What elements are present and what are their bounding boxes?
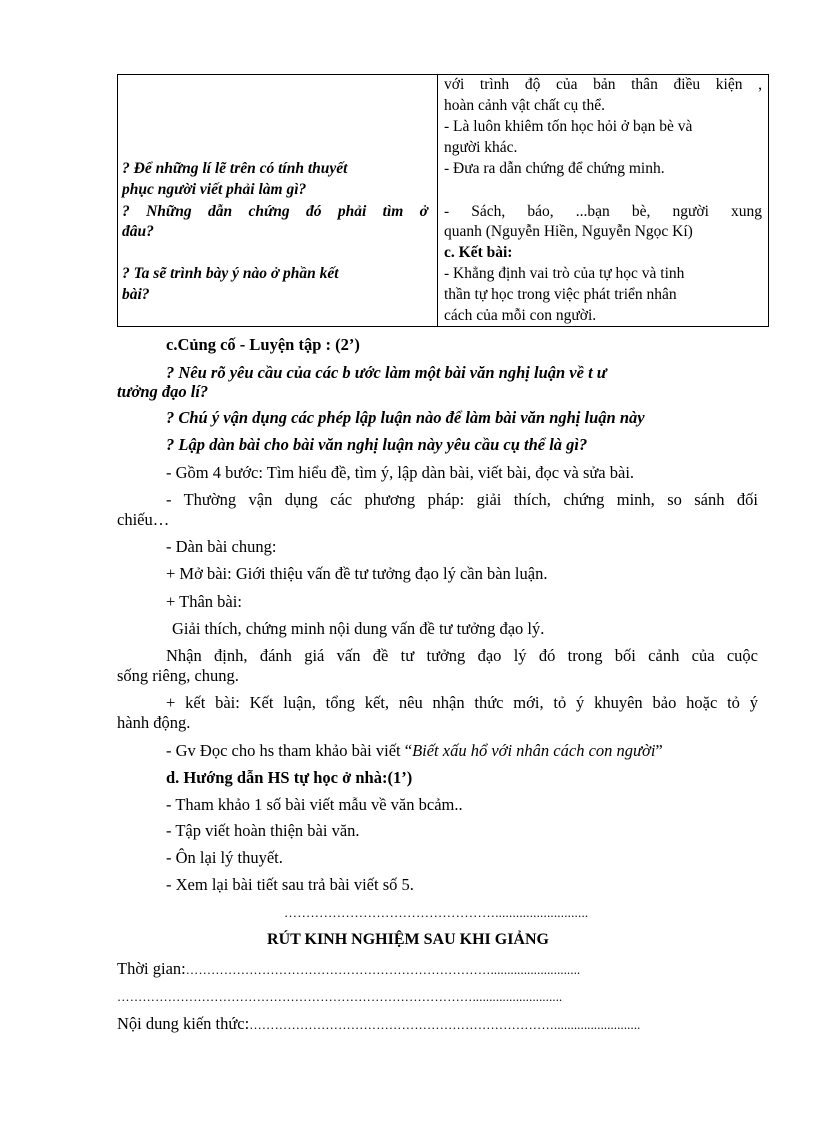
section-d-title: d. Hướng dẫn HS tự học ở nhà:(1’) xyxy=(166,768,413,787)
question-3-line-1: ? Những dẫn chứng đó phải tìm ở xyxy=(122,203,428,220)
paragraph-assess-line-1: Nhận định, đánh giá vấn đề tư tưởng đạo lý đó trong bối cảnh của cuộc xyxy=(166,646,758,665)
answer-3-line-2: quanh (Nguyễn Hiền, Nguyễn Ngọc Kí) xyxy=(444,223,693,240)
answer-4-line-1: - Khẳng định vai trò của tự học và tinh xyxy=(444,265,685,282)
reading-title: Biết xấu hổ với nhân cách con người xyxy=(412,741,656,760)
homework-item-1: - Tham khảo 1 số bài viết mẫu về văn bcảm.. xyxy=(166,795,463,814)
paragraph-conclusion-line-2: hành động. xyxy=(117,713,191,732)
question-4-line-2: bài? xyxy=(122,286,150,303)
answer-4-line-2: thần tự học trong việc phát triển nhân xyxy=(444,286,677,303)
paragraph-steps: - Gồm 4 bước: Tìm hiểu đề, tìm ý, lập dàn bài, viết bài, đọc và sửa bài. xyxy=(166,463,635,482)
question-4-line-1: ? Ta sẽ trình bày ý nào ở phần kết xyxy=(122,265,339,282)
time-row xyxy=(117,958,580,981)
table-row xyxy=(118,75,769,327)
answer-4-line-3: cách của mỗi con người. xyxy=(444,307,597,324)
answer-3-line-1: - Sách, báo, ...bạn bè, người xung xyxy=(444,203,762,220)
content-label: Nội dung kiến thức: xyxy=(117,1014,250,1033)
paragraph-reading xyxy=(166,740,663,762)
content-dots: ……………………………………………………………….......................... xyxy=(249,1018,641,1032)
question-3-line-2: đâu? xyxy=(122,223,154,240)
qa-table xyxy=(117,74,769,327)
content-row xyxy=(117,1013,640,1036)
paragraph-methods-line-1: - Thường vận dụng các phương pháp: giải thích, chứng minh, so sánh đối xyxy=(166,490,758,509)
time-label: Thời gian: xyxy=(117,959,186,978)
paragraph-outline: - Dàn bài chung: xyxy=(166,537,277,556)
question-2-line-2: phục người viết phải làm gì? xyxy=(122,181,307,198)
paragraph-body-label: + Thân bài: xyxy=(166,592,242,611)
answer-1-line-2: hoàn cảnh vật chất cụ thể. xyxy=(444,97,605,114)
blank-dots-line: …………………………………………………………………………........................... xyxy=(117,990,563,1004)
section-c-title: c.Củng cố - Luyện tập : (2’) xyxy=(166,335,360,354)
answer-column xyxy=(438,75,769,327)
homework-item-4: - Xem lại bài tiết sau trả bài viết số 5. xyxy=(166,875,414,894)
paragraph-methods-line-2: chiếu… xyxy=(117,510,170,529)
paragraph-conclusion-line-1: + kết bài: Kết luận, tổng kết, nêu nhận thức mới, tỏ ý khuyên bảo hoặc tỏ ý xyxy=(166,693,758,712)
homework-item-3: - Ôn lại lý thuyết. xyxy=(166,848,283,867)
paragraph-explain: Giải thích, chứng minh nội dung vấn đề tư tưởng đạo lý. xyxy=(172,619,545,638)
reading-suffix: ” xyxy=(655,741,663,760)
review-question-3: ? Lập dàn bài cho bài văn nghị luận này yêu cầu cụ thể là gì? xyxy=(166,435,588,454)
question-2-line-1: ? Để những lí lẽ trên có tính thuyết xyxy=(122,160,348,177)
homework-item-2: - Tập viết hoàn thiện bài văn. xyxy=(166,821,360,840)
conclusion-heading: c. Kết bài: xyxy=(444,244,513,261)
answer-1-line-4: người khác. xyxy=(444,139,518,156)
time-dots: ………………………………………………………………........................... xyxy=(185,963,581,977)
answer-2-line-1: - Đưa ra dẫn chứng để chứng minh. xyxy=(444,160,665,177)
separator-line: …………………………………………........................... xyxy=(284,905,589,920)
reflection-title: RÚT KINH NGHIỆM SAU KHI GIẢNG xyxy=(267,931,549,948)
review-question-2: ? Chú ý vận dụng các phép lập luận nào để làm bài văn nghị luận này xyxy=(166,408,645,427)
answer-1-line-1: với trình độ của bản thân điều kiện , xyxy=(444,76,762,93)
paragraph-intro: + Mở bài: Giới thiệu vấn đề tư tưởng đạo lý cần bàn luận. xyxy=(166,564,548,583)
review-question-1-line-2: tưởng đạo lí? xyxy=(117,382,209,401)
review-question-1-line-1: ? Nêu rõ yêu cầu của các b ước làm một bài văn nghị luận về t ư xyxy=(166,363,607,382)
question-column xyxy=(118,75,438,327)
paragraph-assess-line-2: sống riêng, chung. xyxy=(117,666,239,685)
answer-1-line-3: - Là luôn khiêm tốn học hỏi ở bạn bè và xyxy=(444,118,693,135)
reading-prefix: - Gv Đọc cho hs tham khảo bài viết “ xyxy=(166,741,413,760)
